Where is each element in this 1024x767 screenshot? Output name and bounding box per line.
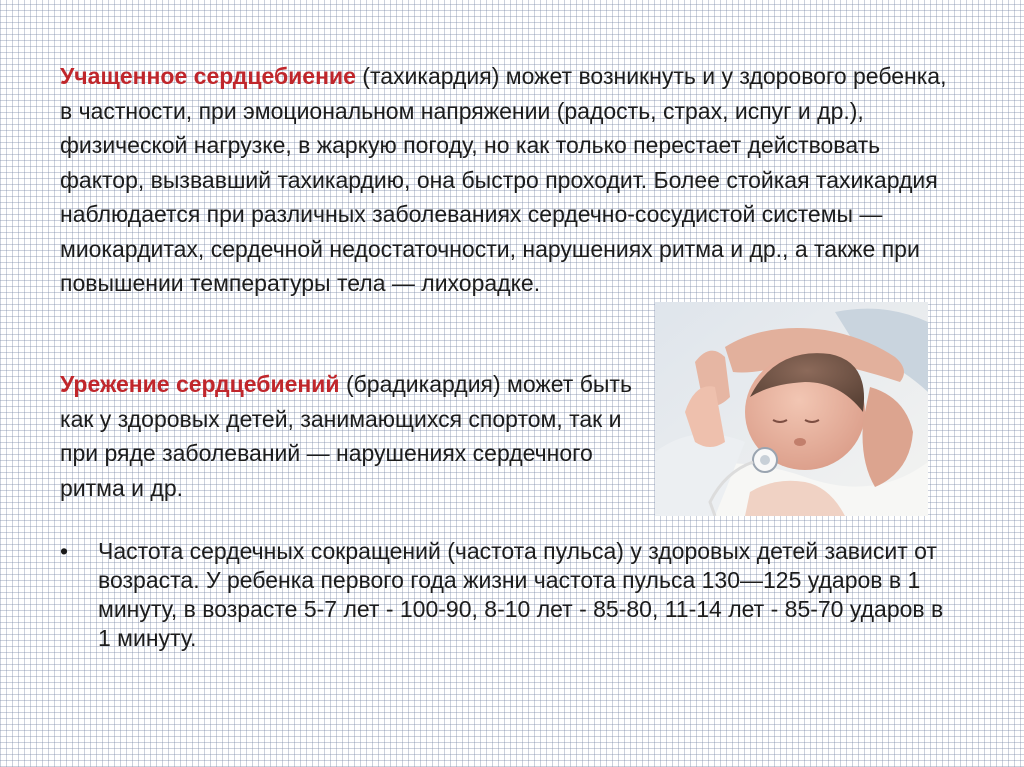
- pulse-rate-text: Частота сердечных сокращений (частота пульса) у здоровых детей зависит от возраста. У ребенка первого года жизни частота пульса 130—125 ударов в 1 минуту, в возрасте 5-7 лет - 100-90, 8-10 лет - 85-80, 11-14 лет - 85-70 ударов в 1 минуту.: [98, 538, 944, 651]
- tachycardia-term: Учащенное сердцебиение: [60, 63, 356, 89]
- tachycardia-text: (тахикардия) может возникнуть и у здорового ребенка, в частности, при эмоциональном напряжении (радость, страх, испуг и др.), физической нагрузке, в жаркую погоду, но как только перестает действовать фактор, вызвавший тахикардию, она быстро проходит. Более стойкая тахикардия наблюдается при различных заболеваниях сердечно-сосудистой системы — миокардитах, сердечной недостаточности, нарушениях ритма и др., а также при повышении температуры тела — лихорадке.: [60, 63, 947, 296]
- bradycardia-text: (брадикардия) может быть как у здоровых детей, занимающихся спортом, так и при ряде заболеваний — нарушениях сердечного ритма и др.: [60, 371, 632, 501]
- infant-photo: [655, 302, 928, 516]
- pulse-rate-bullet: [60, 537, 950, 653]
- bradycardia-term: Урежение сердцебиений: [60, 371, 340, 397]
- bullet-marker: •: [60, 538, 69, 564]
- bradycardia-paragraph: [60, 367, 650, 505]
- tachycardia-paragraph: [60, 59, 960, 301]
- infant-photo-illustration: [655, 302, 928, 516]
